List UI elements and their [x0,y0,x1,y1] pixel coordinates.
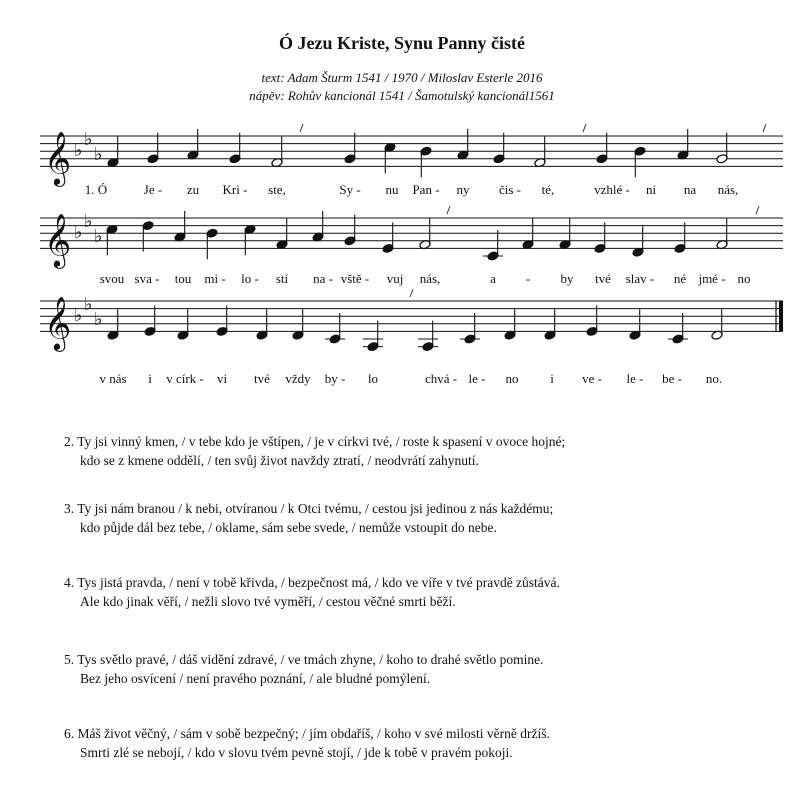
lyric-syllable: na - [313,271,333,286]
lyric-syllable: chvá - [424,371,458,386]
phrase-mark [447,206,450,214]
lyric-syllable: v círk - [166,371,204,386]
lyric-syllable: vzhlé - [594,182,630,197]
lyric-syllable: be - [662,371,682,386]
lyric-syllable: nás, [419,271,441,286]
flat-icon: ♭ [84,128,93,150]
verse-3 [64,499,553,537]
lyric-syllable: no. [705,371,723,386]
lyric-syllable: stí [275,271,289,286]
flat-icon: ♭ [94,144,103,165]
lyric-syllable: svou [99,271,125,286]
lyric-syllable: 1. Ó [84,182,108,197]
lyric-syllable: Je - [143,182,163,197]
verse-line: 2. Ty jsi vinný kmen, / v tebe kdo je vštípen, / je v církvi tvé, / roste k spasení v ovoce hojné; [64,434,566,449]
lyric-syllable: i [148,371,152,386]
lyric-syllable: zu [186,182,200,197]
flat-icon: ♭ [94,309,103,330]
verse-line: Ale kdo jinak věří, / nežli slovo tvé vyměří, / cestou věčné smrti běží. [80,594,456,609]
hymn-title: Ó Jezu Kriste, Synu Panny čisté [279,33,525,53]
flat-icon: ♭ [84,210,93,232]
text-credit: text: Adam Šturm 1541 / 1970 / Miloslav Esterle 2016 [261,70,543,85]
lyric-syllable: Sy - [339,182,361,197]
lyric-syllable: lo [367,371,379,386]
lyric-syllable: nu [385,182,399,197]
phrase-mark [410,289,413,297]
lyric-syllable: tvé [595,271,611,286]
verse-line: kdo půjde dál bez tebe, / oklame, sám sebe svede, / nemůže vstoupit do nebe. [80,520,497,535]
lyric-syllable: by [560,271,574,286]
lyric-syllable: sva - [134,271,160,286]
lyric-syllable: le - [468,371,486,386]
phrase-mark [763,124,766,132]
verse-line: Bez jeho osvícení / není pravého poznání, / ale bludné pomýlení. [80,671,431,686]
verse-line: 6. Máš život věčný, / sám v sobě bezpečný; / jím obdaříš, / koho v své milosti věrně držíš. [64,726,550,741]
lyric-syllable: jmé - [698,271,726,286]
lyric-syllable: té, [541,182,555,197]
lyric-syllable: tvé [254,371,270,386]
lyric-syllable: ste, [268,182,286,197]
final-barline [779,301,783,331]
lyric-syllable: né [673,271,687,286]
flat-icon: ♭ [74,222,83,244]
lyric-syllable: vi [216,371,228,386]
lyric-syllable: i [550,371,554,386]
verse-2 [64,432,565,470]
lyric-syllable: na [683,182,697,197]
verse-line: 4. Tys jistá pravda, / není v tobě křivda, / bezpečnost má, / kdo ve víře v tvé pravdě zůstává. [64,575,560,590]
lyric-syllable: vždy [285,371,311,386]
lyric-syllable: Kri - [222,182,248,197]
lyric-syllable: ny [456,182,470,197]
lyric-syllable: tou [174,271,192,286]
lyric-syllable: vuj [386,271,404,286]
phrase-mark [300,124,303,132]
phrase-mark [583,124,586,132]
phrase-mark [756,206,759,214]
lyric-syllable: čis - [498,182,522,197]
lyric-syllable: vště - [340,271,370,286]
lyric-syllable: mi - [204,271,226,286]
lyric-syllable: v nás [99,371,127,386]
flat-icon: ♭ [74,140,83,162]
verse-line: Smrti zlé se nebojí, / kdo v slovu tvém pevně stojí, / jde k tobě v pravém pokoji. [80,745,513,760]
treble-clef-icon: 𝄞 [44,130,72,185]
verse-6 [64,724,550,762]
verse-line: 5. Tys světlo pravé, / dáš vidění zdravé, / ve tmách zhyne, / koho to drahé světlo pomine. [64,652,544,667]
verse-4 [64,573,560,611]
lyric-syllable: no [505,371,519,386]
flat-icon: ♭ [74,305,83,327]
flat-icon: ♭ [94,226,103,247]
lyric-syllable: a [490,271,496,286]
tune-credit: nápěv: Rohův kancionál 1541 / Šamotulský kancionál1561 [249,88,555,103]
lyric-syllable: by - [324,371,346,386]
lyric-syllable: nás, [717,182,739,197]
treble-clef-icon: 𝄞 [44,295,72,350]
lyric-syllable: ve - [582,371,602,386]
lyric-syllable: no [737,271,751,286]
lyric-syllable: le - [626,371,644,386]
verse-5 [64,650,543,688]
treble-clef-icon: 𝄞 [44,212,72,267]
verse-line: kdo se z kmene oddělí, / ten svůj život navždy ztratí, / neodvrátí zahynutí. [80,453,479,468]
verse-line: 3. Ty jsi nám branou / k nebi, otvíranou / k Otci tvému, / cestou jsi jedinou z nás každému; [64,501,554,516]
lyric-syllable: slav - [625,271,655,286]
lyric-syllable: - [525,271,531,286]
lyric-syllable: lo - [241,271,259,286]
flat-icon: ♭ [84,293,93,315]
lyric-syllable: ni [645,182,657,197]
lyric-syllable: Pan - [412,182,440,197]
